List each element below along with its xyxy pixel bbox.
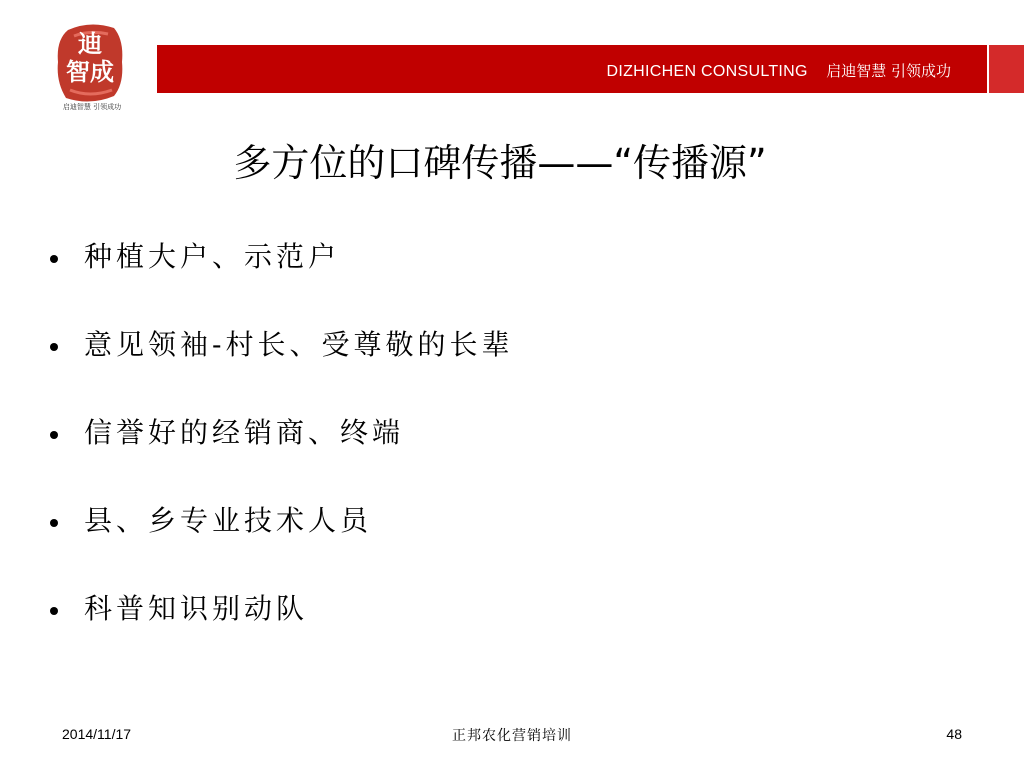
list-item [50, 325, 513, 413]
bullet-text: 县、乡专业技术人员 [84, 504, 373, 537]
header-bar [157, 45, 987, 93]
bullet-dot-icon [50, 343, 58, 351]
bullet-dot-icon [50, 607, 58, 615]
bullet-list [50, 237, 513, 677]
footer-date: 2014/11/17 [62, 726, 132, 742]
header-text [607, 60, 952, 81]
logo-caption: 启迪智慧 引领成功 [62, 103, 122, 111]
list-item [50, 501, 513, 589]
bullet-text: 科普知识别动队 [84, 592, 309, 625]
list-item [50, 589, 513, 677]
company-name: DIZHICHEN CONSULTING [606, 63, 808, 80]
header-accent-tab [989, 45, 1024, 93]
bullet-dot-icon [50, 431, 58, 439]
bullet-dot-icon [50, 255, 58, 263]
bullet-dot-icon [50, 519, 58, 527]
bullet-text: 信誉好的经销商、终端 [84, 416, 405, 449]
slide-title: 多方位的口碑传播——“传播源” [233, 141, 767, 185]
list-item [50, 413, 513, 501]
logo-seal-text: 迪 智成 [66, 30, 114, 86]
bullet-text: 种植大户、示范户 [84, 240, 341, 273]
page-number: 48 [946, 726, 962, 742]
company-logo [42, 18, 142, 118]
footer-title: 正邦农化营销培训 [452, 728, 572, 744]
header-slogan: 启迪智慧 引领成功 [826, 62, 951, 80]
bullet-text: 意见领袖-村长、受尊敬的长辈 [84, 328, 514, 361]
list-item [50, 237, 513, 325]
